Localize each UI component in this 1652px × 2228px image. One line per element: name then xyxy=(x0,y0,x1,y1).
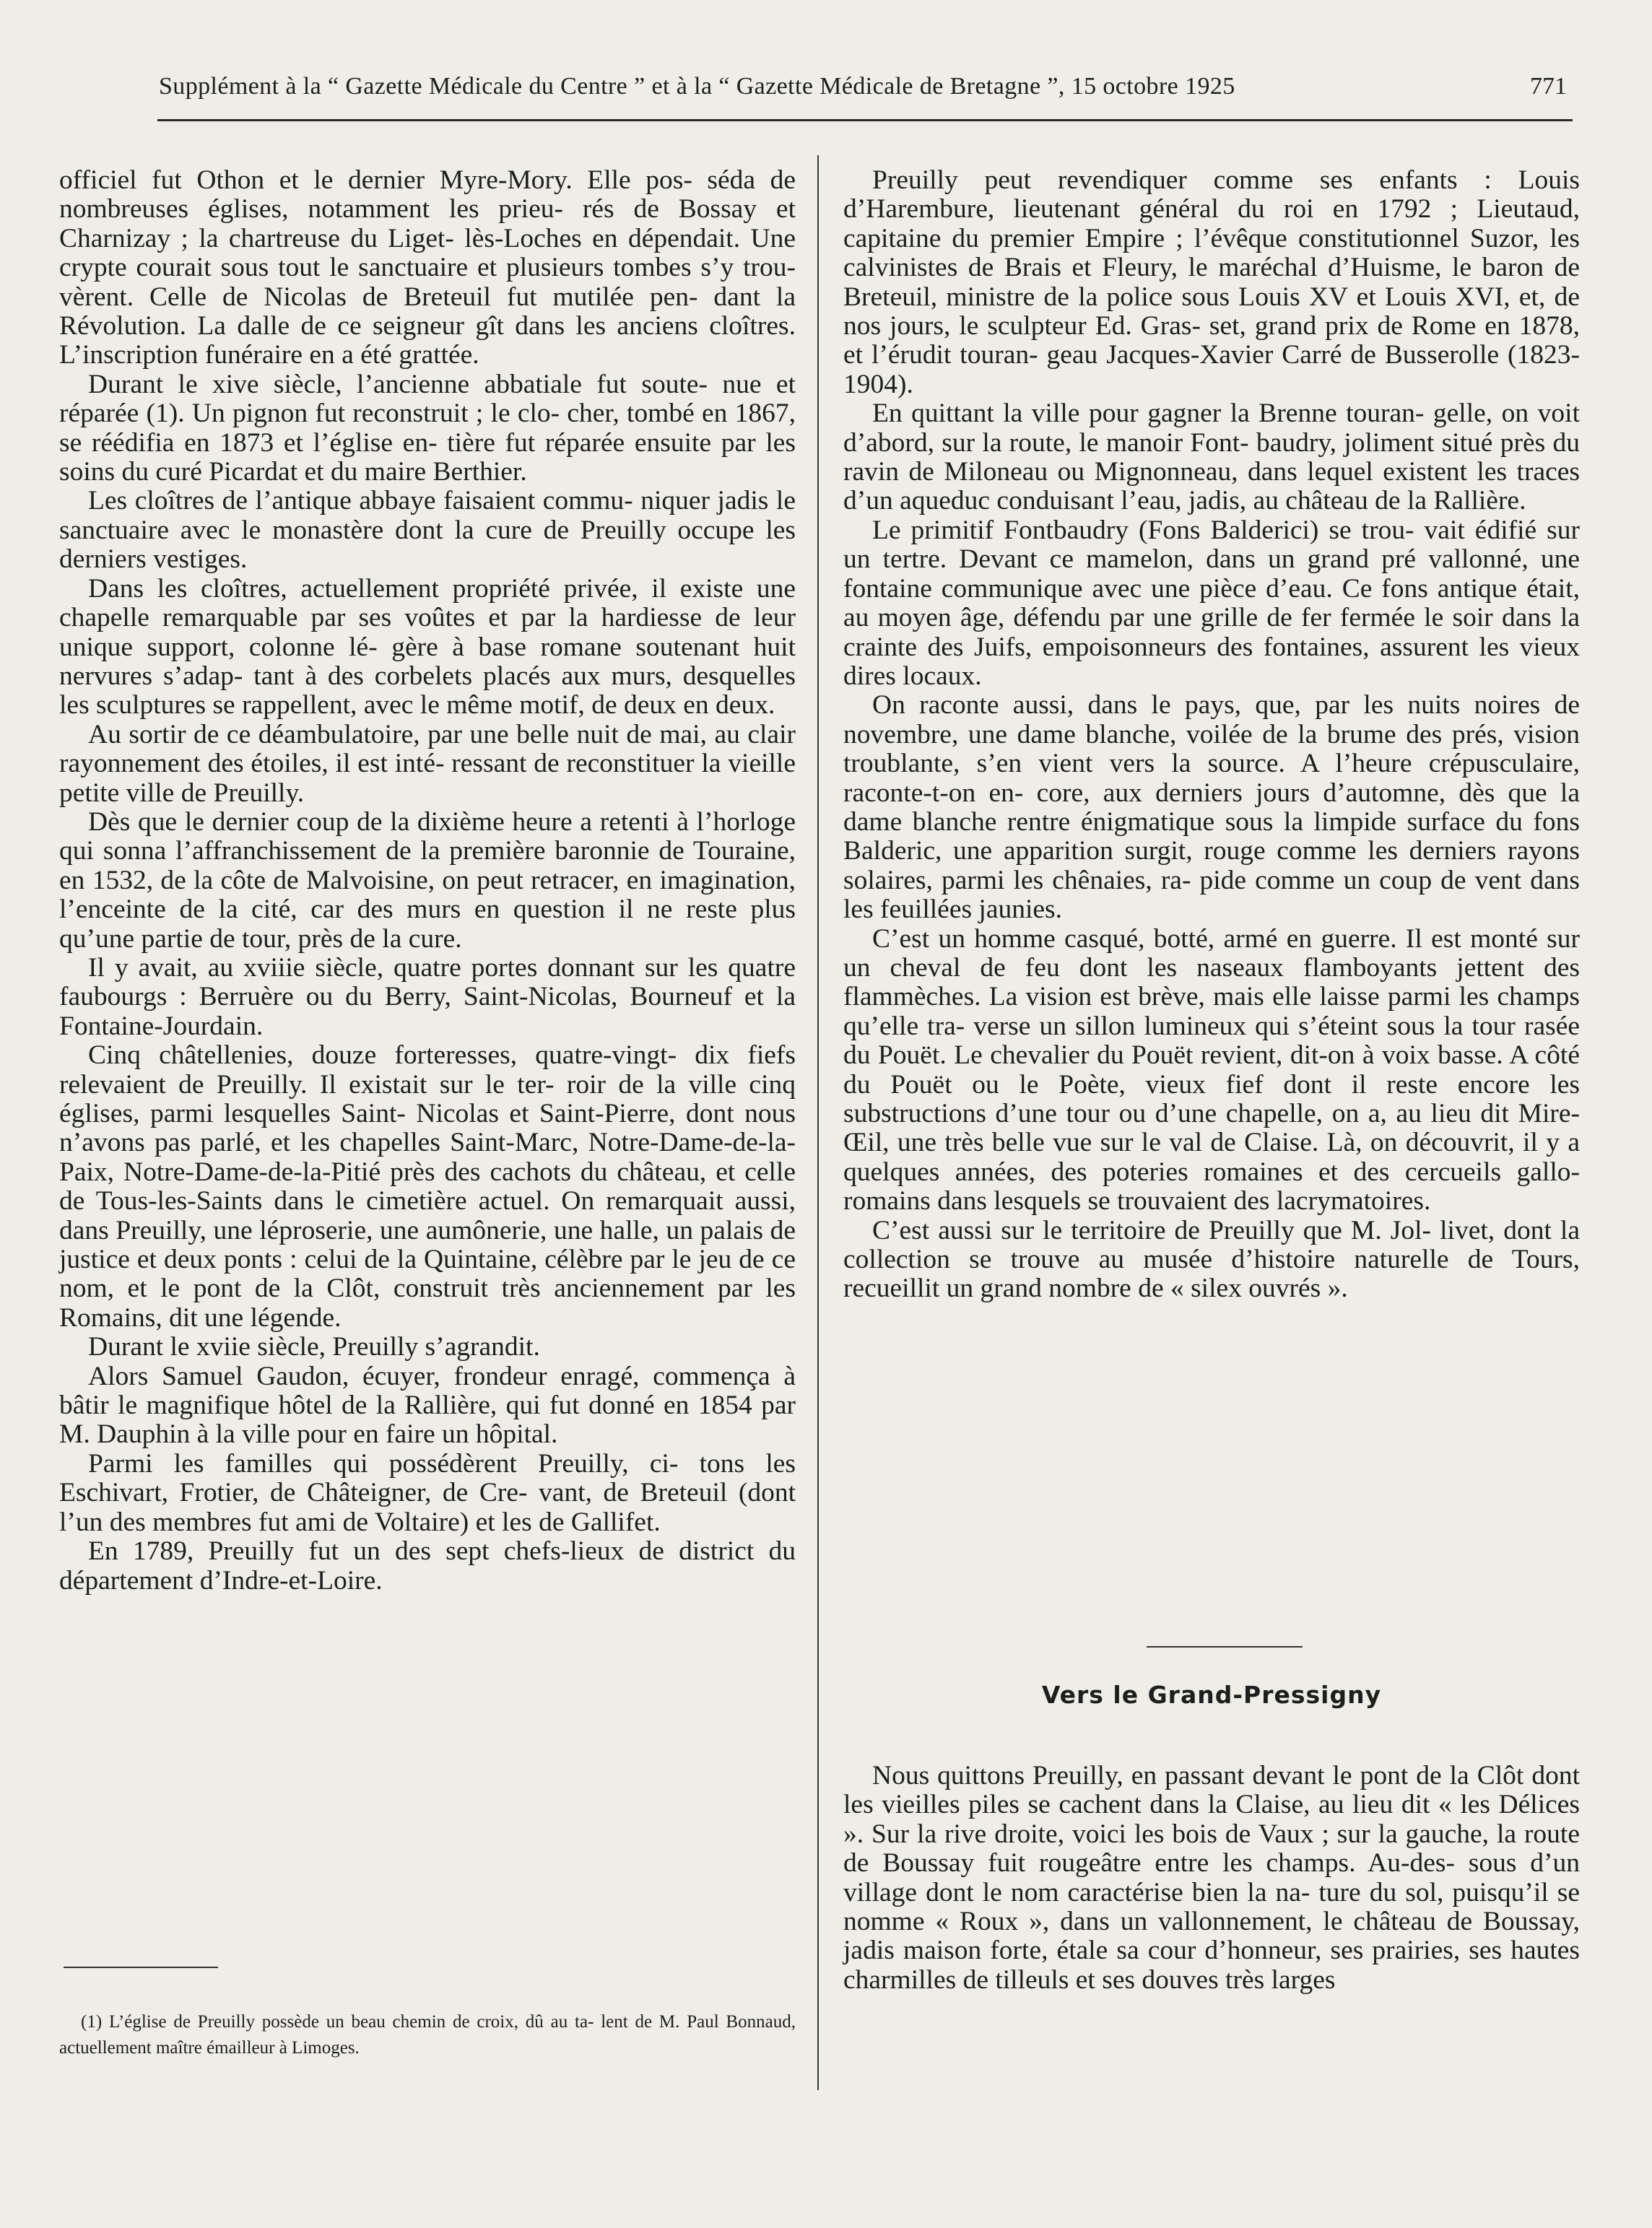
paragraph: Parmi les familles qui possédèrent Preuilly, ci- tons les Eschivart, Frotier, de Châteigner, de Cre- vant, de Breteuil (dont l’un des membres fut ami de Voltaire) et les de Gallifet. xyxy=(59,1448,796,1537)
paragraph: Le primitif Fontbaudry (Fons Balderici) se trou- vait édifié sur un tertre. Devant ce mamelon, dans un grand pré vallonné, une fontaine communique avec une pièce d’eau. Ce fons antique était, au moyen âge, défendu par une grille de fer fermée le soir dans la crainte des Juifs, empoisonneurs des fontaines, assurent les vieux dires locaux. xyxy=(843,515,1580,691)
paragraph: Dès que le dernier coup de la dixième heure a retenti à l’horloge qui sonna l’affranchissement de la première baronnie de Touraine, en 1532, de la côte de Malvoisine, on peut retracer, en imagination, l’enceinte de la cité, car des murs en question il ne reste plus qu’une partie de tour, près de la cure. xyxy=(59,806,796,954)
paragraph: On raconte aussi, dans le pays, que, par les nuits noires de novembre, une dame blanche, voilée de la brume des prés, vision troublante, s’en vient vers la source. A l’heure crépusculaire, raconte-t-on en- core, aux derniers jours d’automne, dès que la dame blanche rentre énigmatique sous la limpide surface du fons Balderic, une apparition surgit, rouge comme les derniers rayons solaires, parmi les chênaies, ra- pide comme un coup de vent dans les feuillées jaunies. xyxy=(843,690,1580,925)
paragraph: Il y avait, au xviiie siècle, quatre portes donnant sur les quatre faubourgs : Berruère ou du Berry, Saint-Nicolas, Bourneuf et la Fontaine-Jourdain. xyxy=(59,952,796,1041)
paragraph: officiel fut Othon et le dernier Myre-Mory. Elle pos- séda de nombreuses églises, notamment les prieu- rés de Bossay et Charnizay ; la chartreuse du Liget- lès-Loches en dépendait. Une crypte courait sous tout le sanctuaire et plusieurs tombes s’y trou- vèrent. Celle de Nicolas de Breteuil fut mutilée pen- dant la Révolution. La dalle de ce seigneur gît dans les anciens cloîtres. L’inscription funéraire en a été grattée. xyxy=(59,165,796,370)
section-body xyxy=(843,1762,1580,1995)
paragraph: Dans les cloîtres, actuellement propriété privée, il existe une chapelle remarquable par ses voûtes et par la hardiesse de leur unique support, colonne lé- gère à base romane soutenant huit nervures s’adap- tant à des corbelets placés aux murs, desquelles les sculptures se rappellent, avec le même motif, de deux en deux. xyxy=(59,573,796,721)
paragraph: Durant le xviie siècle, Preuilly s’agrandit. xyxy=(88,1332,540,1362)
section-title: Vers le Grand-Pressigny xyxy=(1041,1681,1382,1709)
footnote-text: (1) L’église de Preuilly possède un beau chemin de croix, dû au ta- lent de M. Paul Bonnaud, actuellement maître émailleur à Limoges. xyxy=(59,2012,796,2058)
paragraph: Alors Samuel Gaudon, écuyer, frondeur enragé, commença à bâtir le magnifique hôtel de la Rallière, qui fut donné en 1854 par M. Dauphin à la ville pour en faire un hôpital. xyxy=(59,1361,796,1450)
section-separator xyxy=(1147,1646,1303,1648)
header-journal-title: Supplément à la “ Gazette Médicale du Centre ” et à la “ Gazette Médicale de Bretagne ”, 15 octobre 1925 xyxy=(159,73,1235,100)
right-column xyxy=(843,166,1580,1304)
paragraph: Cinq châtellenies, douze forteresses, quatre-vingt- dix fiefs relevaient de Preuilly. Il existait sur le ter- roir de la ville cinq églises, parmi lesquelles Saint- Nicolas et Saint-Pierre, dont nous n’avons pas parlé, et les chapelles Saint-Marc, Notre-Dame-de-la-Paix, Notre-Dame-de-la-Pitié près des cachots du château, et celle de Tous-les-Saints dans le cimetière actuel. On remarquait aussi, dans Preuilly, une léproserie, une aumônerie, une halle, un palais de justice et deux ponts : celui de la Quintaine, célèbre par le jeu de ce nom, et le pont de la Clôt, construit très anciennement par les Romains, dit une légende. xyxy=(59,1040,796,1333)
page-number: 771 xyxy=(1530,73,1567,100)
paragraph: Au sortir de ce déambulatoire, par une belle nuit de mai, au clair rayonnement des étoiles, il est inté- ressant de reconstituer la vieille petite ville de Preuilly. xyxy=(59,719,796,808)
paragraph: Nous quittons Preuilly, en passant devant le pont de la Clôt dont les vieilles piles se cachent dans la Claise, au lieu dit « les Délices ». Sur la rive droite, voici les bois de Vaux ; sur la gauche, la route de Boussay fuit rougeâtre entre les champs. Au-des- sous d’un village dont le nom caractérise bien la na- ture du sol, puisqu’il se nomme « Roux », dans un vallonnement, le château de Boussay, jadis maison forte, étale sa cour d’honneur, ses prairies, ses hautes charmilles de tilleuls et ses douves très larges xyxy=(843,1761,1580,1995)
header-rule xyxy=(157,119,1573,121)
paragraph: En 1789, Preuilly fut un des sept chefs-lieux de district du département d’Indre-et-Loire. xyxy=(59,1536,796,1596)
paragraph: Preuilly peut revendiquer comme ses enfants : Louis d’Harembure, lieutenant général du roi en 1792 ; Lieutaud, capitaine du premier Empire ; l’évêque constitutionnel Suzor, les calvinistes de Brais et Fleury, le maréchal d’Huisme, le baron de Breteuil, ministre de la police sous Louis XV et Louis XVI, et, de nos jours, le sculpteur Ed. Gras- set, grand prix de Rome en 1878, et l’érudit touran- geau Jacques-Xavier Carré de Busserolle (1823- 1904). xyxy=(843,165,1580,399)
paragraph: Les cloîtres de l’antique abbaye faisaient commu- niquer jadis le sanctuaire avec le monastère dont la cure de Preuilly occupe les derniers vestiges. xyxy=(59,486,796,575)
paragraph: C’est un homme casqué, botté, armé en guerre. Il est monté sur un cheval de feu dont les naseaux flamboyants jettent des flammèches. La vision est brève, mais elle laisse parmi les champs qu’elle tra- verse un sillon lumineux qui s’éteint sous la tour rasée du Pouët. Le chevalier du Pouët revient, dit-on à voix basse. A côté du Pouët ou le Poète, vieux fief dont il reste encore les substructions d’une tour ou d’une chapelle, on a, au lieu dit Mire-Œil, une très belle vue sur le val de Claise. Là, on découvrit, il y a quelques années, des poteries romaines et des cercueils gallo-romains dans lesquels se trouvaient des lacrymatoires. xyxy=(843,923,1580,1217)
footnote-rule xyxy=(64,1967,218,1968)
paragraph: En quittant la ville pour gagner la Brenne touran- gelle, on voit d’abord, sur la route, le manoir Font- baudry, joliment situé près du ravin de Miloneau ou Mignonneau, dans lequel existent les traces d’un aqueduc conduisant l’eau, jadis, au château de la Rallière. xyxy=(843,399,1580,516)
left-column xyxy=(59,166,796,1596)
column-divider xyxy=(817,155,819,2090)
paragraph: Durant le xive siècle, l’ancienne abbatiale fut soute- nue et réparée (1). Un pignon fut reconstruit ; le clo- cher, tombé en 1867, se réédifia en 1873 et l’église en- tière fut réparée ensuite par les soins du curé Picardat et du maire Berthier. xyxy=(59,369,796,487)
running-header xyxy=(159,65,1567,108)
paragraph: C’est aussi sur le territoire de Preuilly que M. Jol- livet, dont la collection se trouve au musée d’histoire naturelle de Tours, recueillit un grand nombre de « silex ouvrés ». xyxy=(843,1215,1580,1304)
footnote xyxy=(59,2009,796,2061)
